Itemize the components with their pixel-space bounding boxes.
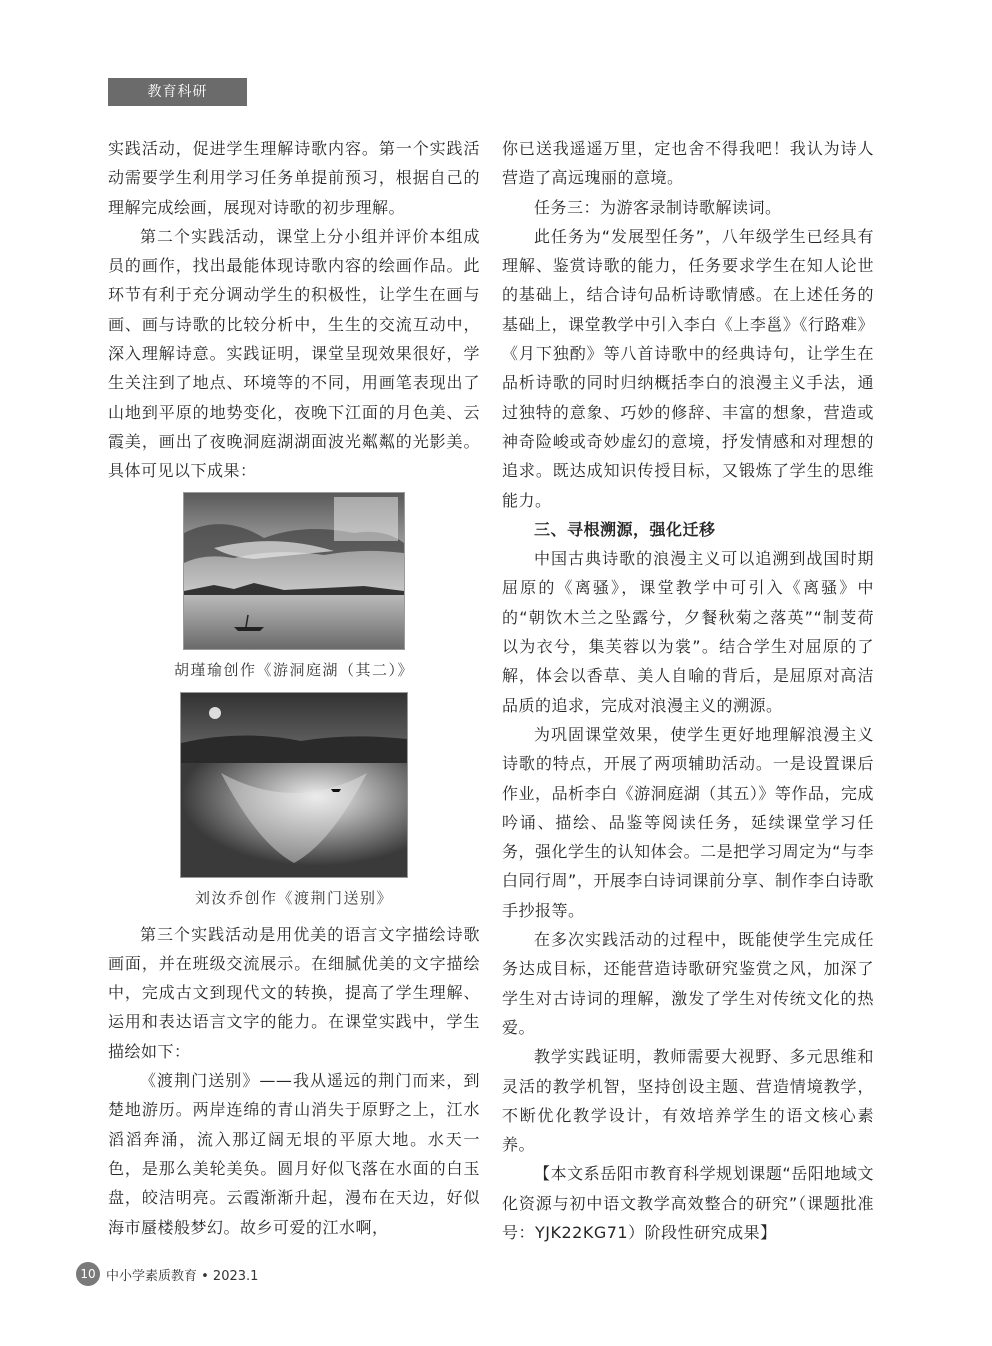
paragraph: 在多次实践活动的过程中，既能使学生完成任务达成目标，还能营造诗歌研究鉴赏之风，加深了学生对古诗词的理解，激发了学生对传统文化的热爱。 xyxy=(502,930,874,1037)
figure-2 xyxy=(108,692,480,910)
paragraph: 教学实践证明，教师需要大视野、多元思维和灵活的教学机智，坚持创设主题、营造情境教学，不断优化教学设计，有效培养学生的语文核心素养。 xyxy=(502,1047,874,1155)
painting-jingmen-farewell xyxy=(180,692,408,878)
figure-caption: 刘汝乔创作《渡荆门送别》 xyxy=(194,888,393,907)
paragraph: 中国古典诗歌的浪漫主义可以追溯到战国时期屈原的《离骚》，课堂教学中可引入《离骚》中的“朝饮木兰之坠露兮，夕餐秋菊之落英”“制芰荷以为衣兮，集芙蓉以为裳”。结合学生对屈原的了解，体会以香草、美人自喻的背后，是屈原对高洁品质的追求，完成对浪漫主义的溯源。 xyxy=(502,549,874,715)
paragraph: 第二个实践活动，课堂上分小组并评价本组成员的画作，找出最能体现诗歌内容的绘画作品。此环节有利于充分调动学生的积极性，让学生在画与画、画与诗歌的比较分析中，生生的交流互动中，深入理解诗意。实践证明，课堂呈现效果很好，学生关注到了地点、环境等的不同，用画笔表现出了山地到平原的地势变化，夜晚下江面的月色美、云霞美，画出了夜晚洞庭湖湖面波光粼粼的光影美。具体可见以下成果： xyxy=(108,226,480,481)
paragraph: 第三个实践活动是用优美的语言文字描绘诗歌画面，并在班级交流展示。在细腻优美的文字描绘中，完成古文到现代文的转换，提高了学生理解、运用和表达语言文字的能力。在课堂实践中，学生描绘如下： xyxy=(108,924,480,1061)
paragraph: 为巩固课堂效果，使学生更好地理解浪漫主义诗歌的特点，开展了两项辅助活动。一是设置课后作业，品析李白《游洞庭湖（其五）》等作品，完成吟诵、描绘、品鉴等阅读任务，延续课堂学习任务，强化学生的认知体会。二是把学习周定为“与李白同行周”，开展李白诗词课前分享、制作李白诗歌手抄报等。 xyxy=(502,724,874,920)
page-footer xyxy=(76,1262,258,1286)
task-heading: 任务三：为游客录制诗歌解读词。 xyxy=(534,197,782,217)
paragraph: 你已送我遥遥万里，定也舍不得我吧！我认为诗人营造了高远瑰丽的意境。 xyxy=(502,139,874,188)
left-column xyxy=(108,134,480,1242)
journal-info: 中小学素质教育 • 2023.1 xyxy=(106,1268,259,1284)
paragraph: 此任务为“发展型任务”，八年级学生已经具有理解、鉴赏诗歌的能力，任务要求学生在知人论世的基础上，结合诗句品析诗歌情感。在上述任务的基础上，课堂教学中引入李白《上李邕》《行路难》《月下独酌》等八首诗歌中的经典诗句，让学生在品析诗歌的同时归纳概括李白的浪漫主义手法，通过独特的意象、巧妙的修辞、丰富的想象，营造或神奇险峻或奇妙虚幻的意境，抒发情感和对理想的追求。既达成知识传授目标，又锻炼了学生的思维能力。 xyxy=(502,226,874,510)
figure-caption: 胡瑾瑜创作《游洞庭湖（其二）》 xyxy=(173,660,414,679)
right-column xyxy=(502,134,874,1247)
funding-note: 【本文系岳阳市教育科学规划课题“岳阳地域文化资源与初中语文教学高效整合的研究”（课题批准号：YJK22KG71）阶段性研究成果】 xyxy=(502,1164,874,1242)
page-number: 10 xyxy=(76,1262,100,1286)
paragraph: 《渡荆门送别》——我从遥远的荆门而来，到楚地游历。两岸连绵的青山消失于原野之上，江水滔滔奔涌，流入那辽阔无垠的平原大地。水天一色，是那么美轮美奂。圆月好似飞落在水面的白玉盘，皎洁明亮。云霞渐渐升起，漫布在天边，好似海市蜃楼般梦幻。故乡可爱的江水啊， xyxy=(108,1071,480,1237)
section-tag: 教育科研 xyxy=(108,78,247,106)
painting-dongting-lake xyxy=(183,492,405,650)
section-heading: 三、寻根溯源，强化迁移 xyxy=(534,519,716,539)
figure-1 xyxy=(108,492,480,682)
paragraph: 实践活动，促进学生理解诗歌内容。第一个实践活动需要学生利用学习任务单提前预习，根据自己的理解完成绘画，展现对诗歌的初步理解。 xyxy=(108,139,480,217)
